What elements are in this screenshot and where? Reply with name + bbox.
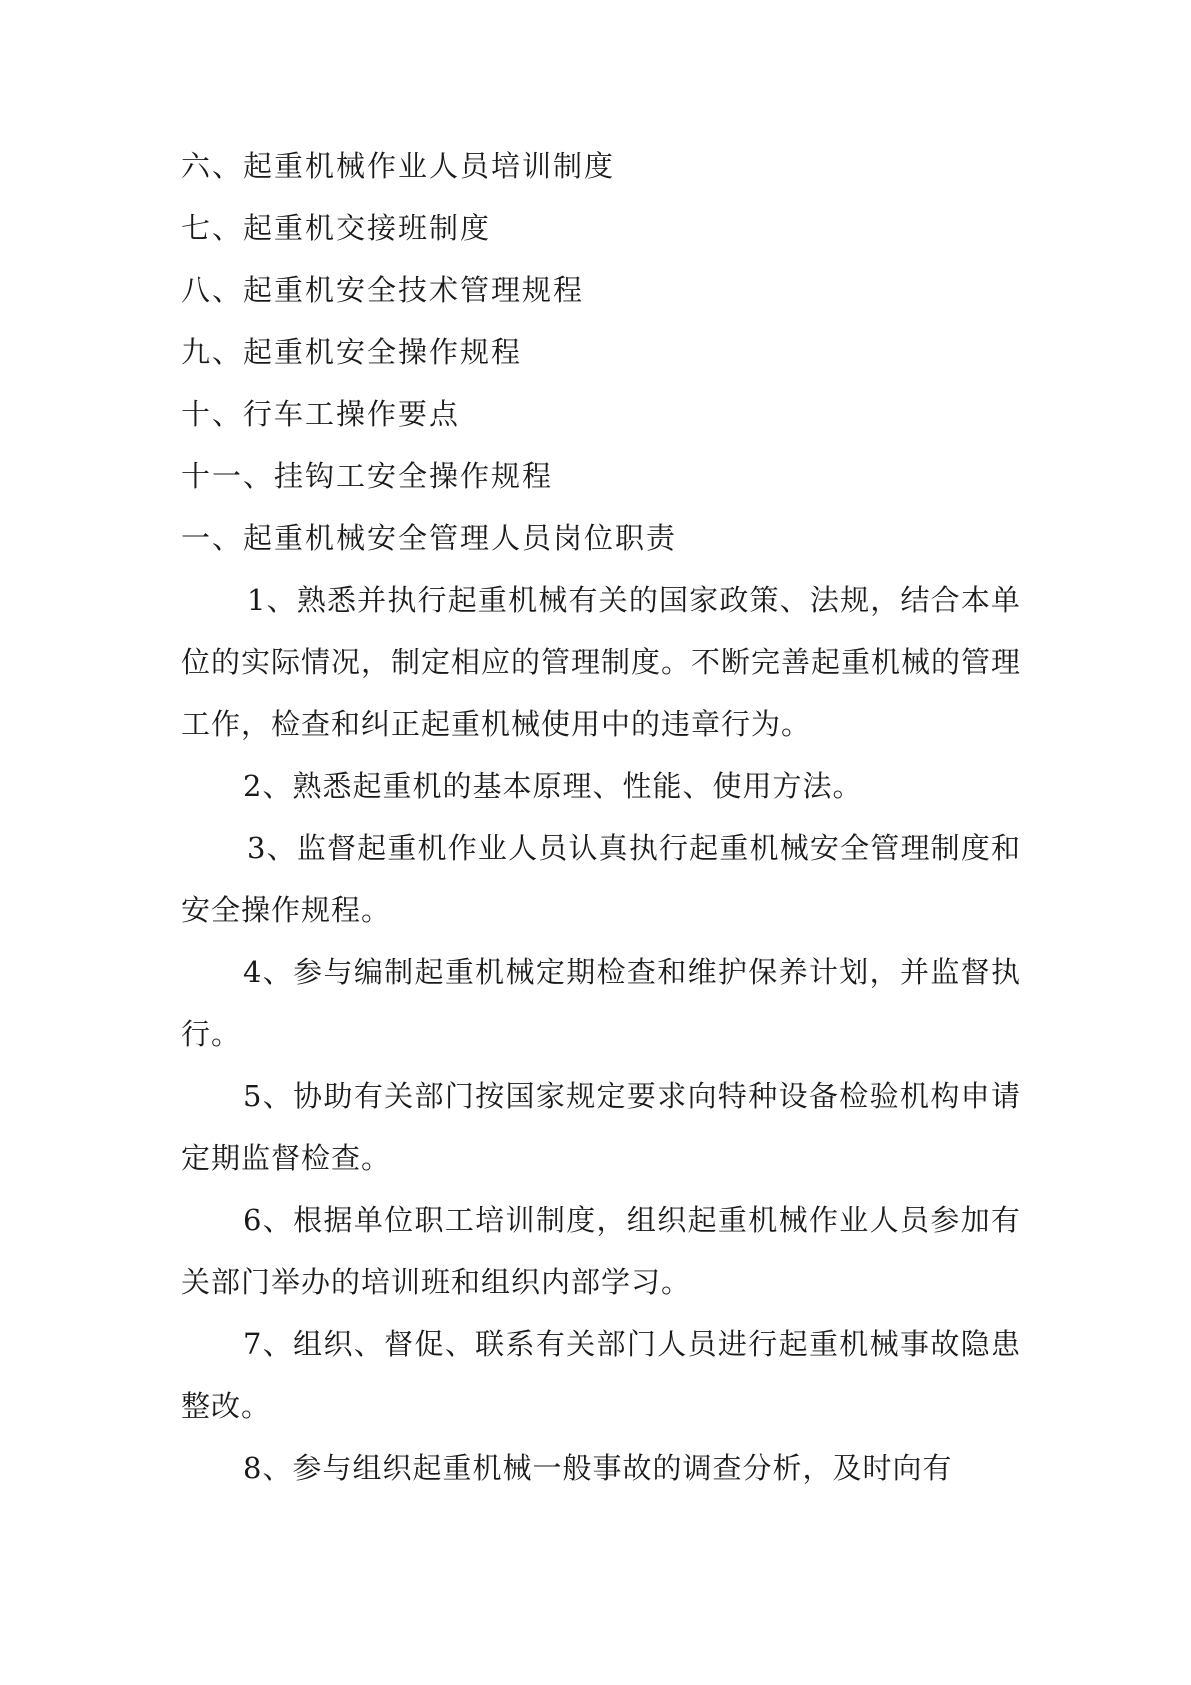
paragraph-2: 2、熟悉起重机的基本原理、性能、使用方法。 <box>243 769 863 803</box>
paragraph-1: 1、熟悉并执行起重机械有关的国家政策、法规，结合本单位的实际情况，制定相应的管理制度。不断完善起重机械的管理工作，检查和纠正起重机械使用中的违章行为。 <box>181 583 1022 741</box>
toc-item-8: 八、起重机安全技术管理规程 <box>181 273 585 307</box>
toc-item-6: 六、起重机械作业人员培训制度 <box>181 149 616 183</box>
toc-item-9: 九、起重机安全操作规程 <box>181 335 523 369</box>
section-title: 一、起重机械安全管理人员岗位职责 <box>181 521 678 555</box>
paragraph-7: 7、组织、督促、联系有关部门人员进行起重机械事故隐患整改。 <box>181 1327 1021 1423</box>
paragraph-3: 3、监督起重机作业人员认真执行起重机械安全管理制度和安全操作规程。 <box>181 831 1021 927</box>
paragraph-8: 8、参与组织起重机械一般事故的调查分析，及时向有 <box>243 1451 953 1485</box>
paragraph-4: 4、参与编制起重机械定期检查和维护保养计划，并监督执行。 <box>181 955 1021 1051</box>
document-body <box>181 135 1021 1499</box>
toc-item-11: 十一、挂钩工安全操作规程 <box>181 459 554 493</box>
paragraph-6: 6、根据单位职工培训制度，组织起重机械作业人员参加有关部门举办的培训班和组织内部学习。 <box>181 1203 1021 1299</box>
toc-item-10: 十、行车工操作要点 <box>181 397 461 431</box>
toc-item-7: 七、起重机交接班制度 <box>181 211 492 245</box>
paragraph-5: 5、协助有关部门按国家规定要求向特种设备检验机构申请定期监督检查。 <box>181 1079 1021 1175</box>
